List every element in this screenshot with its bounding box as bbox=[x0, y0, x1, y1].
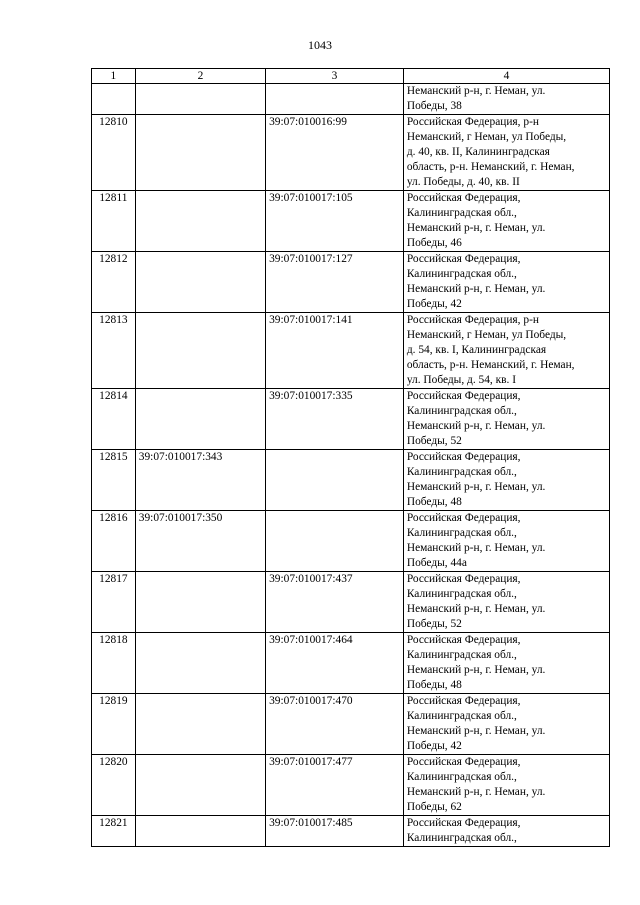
address-line: Победы, 42 bbox=[406, 298, 462, 310]
table-row bbox=[92, 633, 610, 694]
address-line: Российская Федерация, р-н bbox=[406, 314, 539, 326]
record-number-cell: 12812 bbox=[92, 252, 136, 313]
address-line: Российская Федерация, bbox=[406, 817, 521, 829]
cadastral-number-cell-col3: 39:07:010017:105 bbox=[266, 191, 404, 252]
column-header-4: 4 bbox=[403, 69, 609, 84]
cadastral-number-cell-col3 bbox=[266, 511, 404, 572]
record-number-cell: 12816 bbox=[92, 511, 136, 572]
address-line: Российская Федерация, р-н bbox=[406, 116, 539, 128]
address-line: Неманский р-н, г. Неман, ул. bbox=[406, 786, 546, 798]
cadastral-number-cell-col2 bbox=[135, 572, 265, 633]
table-row bbox=[92, 816, 610, 847]
address-line: Калининградская обл., bbox=[406, 710, 517, 722]
address-cell bbox=[403, 511, 609, 572]
address-line: Победы, 38 bbox=[406, 100, 462, 112]
address-line: Неманский р-н, г. Неман, ул. bbox=[406, 725, 546, 737]
column-header-3: 3 bbox=[266, 69, 404, 84]
address-cell bbox=[403, 816, 609, 847]
table-row bbox=[92, 694, 610, 755]
address-line: Калининградская обл., bbox=[406, 466, 517, 478]
address-line: Российская Федерация, bbox=[406, 390, 521, 402]
record-number-cell: 12821 bbox=[92, 816, 136, 847]
record-number-cell: 12811 bbox=[92, 191, 136, 252]
registry-table bbox=[91, 68, 610, 847]
table-row bbox=[92, 389, 610, 450]
address-line: Российская Федерация, bbox=[406, 512, 521, 524]
record-number-cell bbox=[92, 84, 136, 115]
address-line: Российская Федерация, bbox=[406, 695, 521, 707]
address-line: Неманский р-н, г. Неман, ул. bbox=[406, 283, 546, 295]
address-line: Калининградская обл., bbox=[406, 588, 517, 600]
address-line: Неманский р-н, г. Неман, ул. bbox=[406, 420, 546, 432]
cadastral-number-cell-col3: 39:07:010017:127 bbox=[266, 252, 404, 313]
address-line: область, р-н. Неманский, г. Неман, bbox=[406, 359, 575, 371]
address-line: Победы, 48 bbox=[406, 496, 462, 508]
address-line: Неманский р-н, г. Неман, ул. bbox=[406, 542, 546, 554]
address-line: Российская Федерация, bbox=[406, 756, 521, 768]
cadastral-number-cell-col2 bbox=[135, 191, 265, 252]
address-cell bbox=[403, 115, 609, 191]
record-number-cell: 12818 bbox=[92, 633, 136, 694]
address-line: Калининградская обл., bbox=[406, 268, 517, 280]
record-number-cell: 12814 bbox=[92, 389, 136, 450]
address-line: Калининградская обл., bbox=[406, 649, 517, 661]
cadastral-number-cell-col2 bbox=[135, 694, 265, 755]
table-row bbox=[92, 115, 610, 191]
address-line: ул. Победы, д. 40, кв. II bbox=[406, 176, 520, 188]
cadastral-number-cell-col3 bbox=[266, 450, 404, 511]
cadastral-number-cell-col2: 39:07:010017:350 bbox=[135, 511, 265, 572]
cadastral-number-cell-col3: 39:07:010017:470 bbox=[266, 694, 404, 755]
address-line: Российская Федерация, bbox=[406, 451, 521, 463]
address-cell bbox=[403, 450, 609, 511]
address-line: Неманский р-н, г. Неман, ул. bbox=[406, 603, 546, 615]
cadastral-number-cell-col3: 39:07:010017:437 bbox=[266, 572, 404, 633]
cadastral-number-cell-col3: 39:07:010016:99 bbox=[266, 115, 404, 191]
cadastral-number-cell-col2 bbox=[135, 84, 265, 115]
address-cell bbox=[403, 252, 609, 313]
address-line: Калининградская обл., bbox=[406, 527, 517, 539]
address-line: Российская Федерация, bbox=[406, 634, 521, 646]
address-line: Неманский, г Неман, ул Победы, bbox=[406, 131, 567, 143]
record-number-cell: 12815 bbox=[92, 450, 136, 511]
address-line: Неманский р-н, г. Неман, ул. bbox=[406, 664, 546, 676]
address-line: Российская Федерация, bbox=[406, 573, 521, 585]
address-line: Победы, 42 bbox=[406, 740, 462, 752]
address-line: Калининградская обл., bbox=[406, 405, 517, 417]
address-line: д. 54, кв. I, Калининградская bbox=[406, 344, 547, 356]
address-line: область, р-н. Неманский, г. Неман, bbox=[406, 161, 575, 173]
table-row bbox=[92, 572, 610, 633]
address-line: Неманский р-н, г. Неман, ул. bbox=[406, 222, 546, 234]
cadastral-number-cell-col2 bbox=[135, 633, 265, 694]
cadastral-number-cell-col2 bbox=[135, 313, 265, 389]
address-line: Победы, 52 bbox=[406, 618, 462, 630]
table-row bbox=[92, 755, 610, 816]
address-cell bbox=[403, 389, 609, 450]
cadastral-number-cell-col3: 39:07:010017:141 bbox=[266, 313, 404, 389]
table-row bbox=[92, 252, 610, 313]
column-header-1: 1 bbox=[92, 69, 136, 84]
address-cell bbox=[403, 572, 609, 633]
address-line: Победы, 62 bbox=[406, 801, 462, 813]
record-number-cell: 12820 bbox=[92, 755, 136, 816]
table-header-row bbox=[92, 69, 610, 84]
registry-body bbox=[92, 84, 610, 847]
table-row bbox=[92, 450, 610, 511]
table-row bbox=[92, 511, 610, 572]
address-line: Победы, 44а bbox=[406, 557, 467, 569]
address-line: ул. Победы, д. 54, кв. I bbox=[406, 374, 517, 386]
address-cell bbox=[403, 633, 609, 694]
address-line: Неманский р-н, г. Неман, ул. bbox=[406, 85, 546, 97]
record-number-cell: 12817 bbox=[92, 572, 136, 633]
address-line: Победы, 52 bbox=[406, 435, 462, 447]
address-line: Калининградская обл., bbox=[406, 771, 517, 783]
address-line: Победы, 46 bbox=[406, 237, 462, 249]
address-cell bbox=[403, 84, 609, 115]
table-row bbox=[92, 191, 610, 252]
column-header-2: 2 bbox=[135, 69, 265, 84]
cadastral-number-cell-col2 bbox=[135, 755, 265, 816]
record-number-cell: 12810 bbox=[92, 115, 136, 191]
table-row bbox=[92, 313, 610, 389]
address-line: Калининградская обл., bbox=[406, 207, 517, 219]
cadastral-number-cell-col3: 39:07:010017:477 bbox=[266, 755, 404, 816]
address-line: Неманский р-н, г. Неман, ул. bbox=[406, 481, 546, 493]
address-line: Российская Федерация, bbox=[406, 253, 521, 265]
page-number: 1043 bbox=[308, 38, 332, 52]
table-row bbox=[92, 84, 610, 115]
address-line: Победы, 48 bbox=[406, 679, 462, 691]
address-cell bbox=[403, 191, 609, 252]
record-number-cell: 12813 bbox=[92, 313, 136, 389]
address-cell bbox=[403, 313, 609, 389]
address-line: Калининградская обл., bbox=[406, 832, 517, 844]
address-line: Неманский, г Неман, ул Победы, bbox=[406, 329, 567, 341]
cadastral-number-cell-col2: 39:07:010017:343 bbox=[135, 450, 265, 511]
cadastral-number-cell-col2 bbox=[135, 252, 265, 313]
record-number-cell: 12819 bbox=[92, 694, 136, 755]
cadastral-number-cell-col3: 39:07:010017:485 bbox=[266, 816, 404, 847]
cadastral-number-cell-col3: 39:07:010017:335 bbox=[266, 389, 404, 450]
cadastral-number-cell-col2 bbox=[135, 816, 265, 847]
cadastral-number-cell-col3: 39:07:010017:464 bbox=[266, 633, 404, 694]
address-line: д. 40, кв. II, Калининградская bbox=[406, 146, 550, 158]
cadastral-number-cell-col2 bbox=[135, 389, 265, 450]
address-cell bbox=[403, 755, 609, 816]
address-line: Российская Федерация, bbox=[406, 192, 521, 204]
cadastral-number-cell-col3 bbox=[266, 84, 404, 115]
cadastral-number-cell-col2 bbox=[135, 115, 265, 191]
address-cell bbox=[403, 694, 609, 755]
